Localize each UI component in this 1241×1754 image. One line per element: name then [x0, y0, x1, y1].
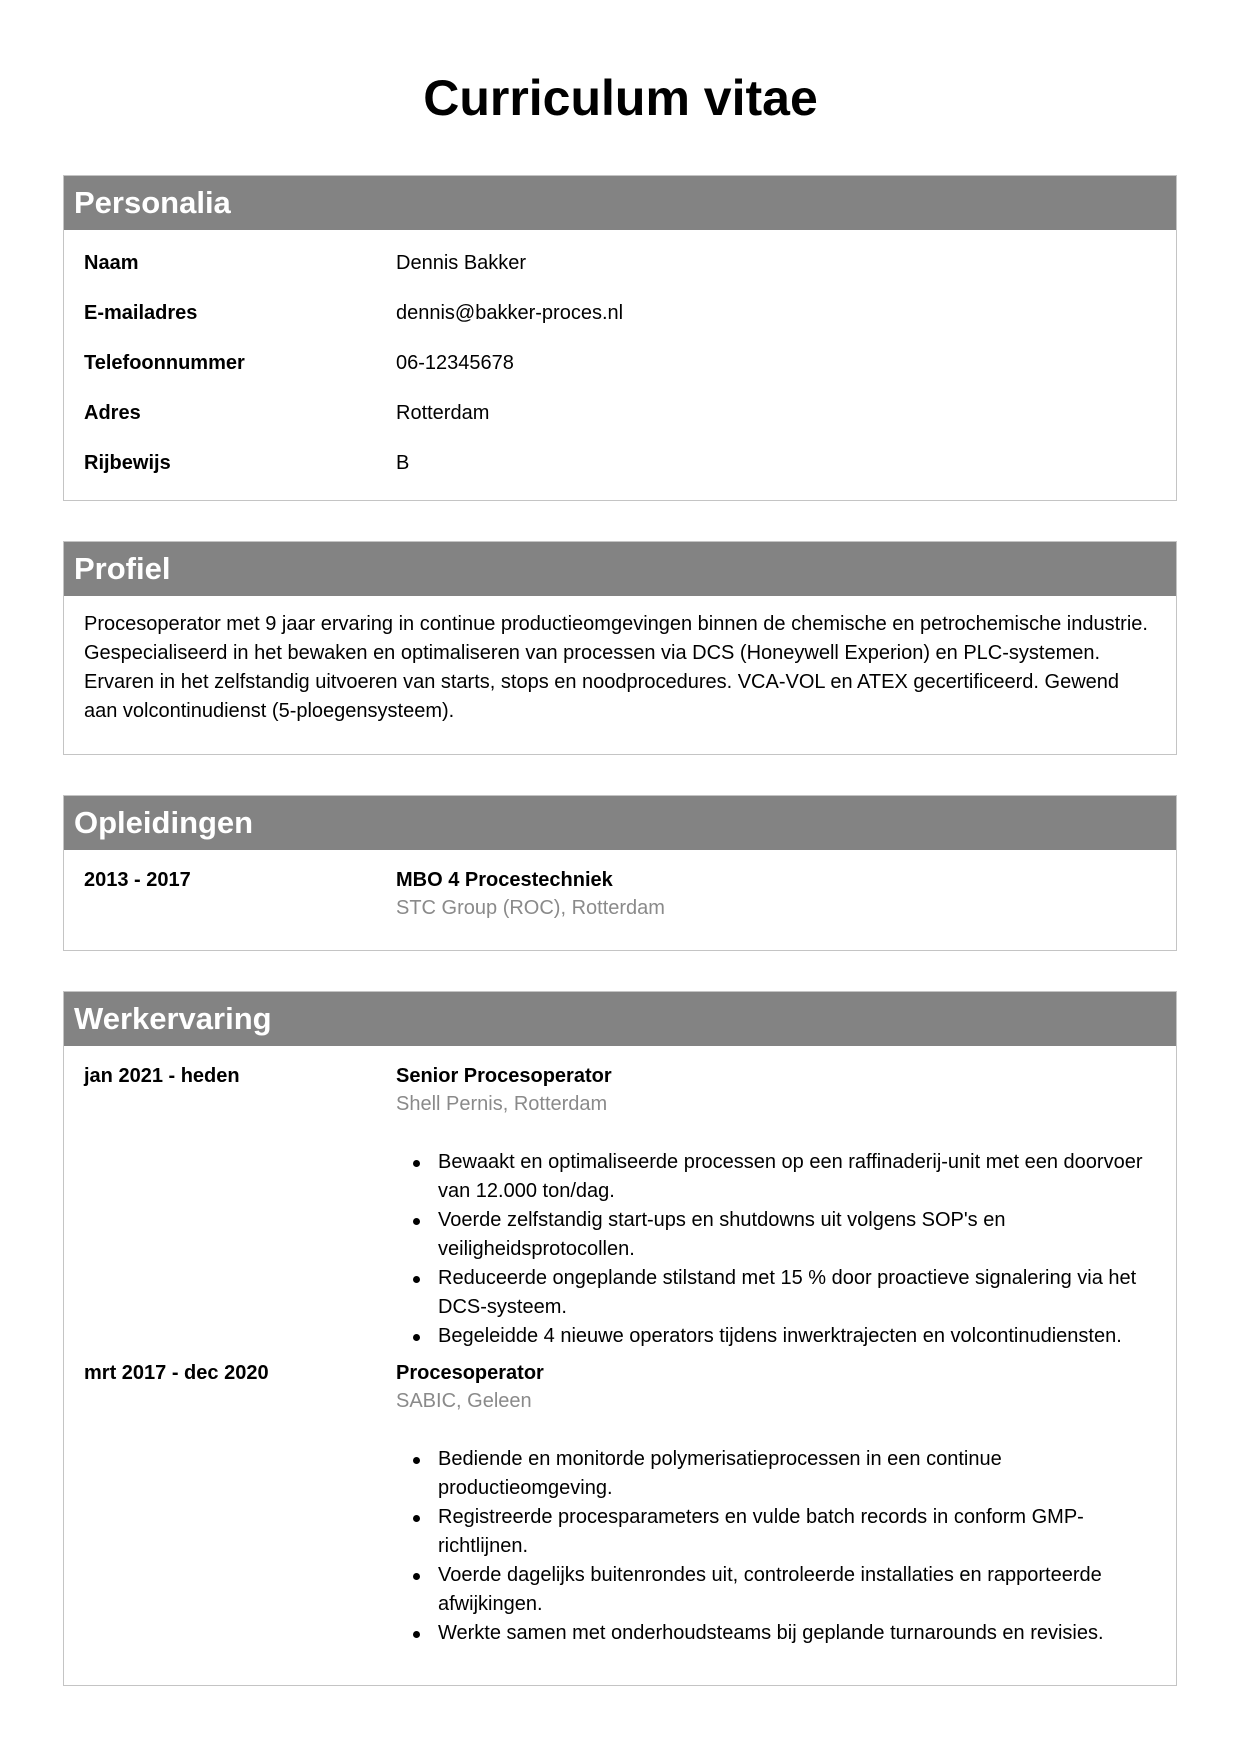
job-company: SABIC, Geleen — [396, 1390, 532, 1412]
opleiding-details — [396, 866, 1156, 922]
telefoon-label: Telefoonnummer — [84, 352, 245, 374]
job-bullet: Werkte samen met onderhoudsteams bij geplande turnarounds en revisies. — [396, 1619, 1156, 1648]
profiel-heading: Profiel — [64, 542, 1176, 596]
job-bullet: Voerde dagelijks buitenrondes uit, controleerde installaties en rapporteerde afwijkingen. — [396, 1561, 1156, 1619]
werkervaring-section — [63, 991, 1177, 1686]
email-label: E-mailadres — [84, 302, 198, 324]
personalia-section — [63, 175, 1177, 501]
werkervaring-heading: Werkervaring — [64, 992, 1176, 1046]
naam-value: Dennis Bakker — [396, 252, 527, 274]
job-bullet: Begeleidde 4 nieuwe operators tijdens inwerktrajecten en volcontinudiensten. — [396, 1322, 1156, 1351]
opleidingen-body — [64, 850, 1176, 922]
personalia-body — [64, 230, 1176, 492]
personalia-row-telefoon — [84, 342, 1156, 392]
job-entry — [84, 1359, 1156, 1648]
job-period: jan 2021 - heden — [84, 1065, 240, 1087]
job-bullet: Bewaakt en optimaliseerde processen op een raffinaderij-unit met een doorvoer van 12.000 ton/dag. — [396, 1148, 1156, 1206]
rijbewijs-value: B — [396, 452, 410, 474]
opleidingen-section — [63, 795, 1177, 951]
page-title: Curriculum vitae — [423, 70, 818, 126]
job-title: Senior Procesoperator — [396, 1065, 612, 1087]
opleiding-period: 2013 - 2017 — [84, 869, 191, 891]
personalia-row-email — [84, 292, 1156, 342]
opleiding-institution: STC Group (ROC), Rotterdam — [396, 897, 665, 919]
job-bullet: Registreerde procesparameters en vulde batch records in conform GMP-richtlijnen. — [396, 1503, 1156, 1561]
opleidingen-heading: Opleidingen — [64, 796, 1176, 850]
adres-value: Rotterdam — [396, 402, 490, 424]
job-company: Shell Pernis, Rotterdam — [396, 1093, 608, 1115]
profiel-text: Procesoperator met 9 jaar ervaring in continue productieomgevingen binnen de chemische en petrochemische industrie. Gespecialiseerd in het bewaken en optimaliseren van processen via DCS (Honeywell Experion) en PLC-systemen. Ervaren in het zelfstandig uitvoeren van starts, stops en noodprocedures. VCA-VOL en ATEX gecertificeerd. Gewend aan volcontinudienst (5-ploegensysteem). — [84, 613, 1148, 722]
werkervaring-body — [64, 1046, 1176, 1648]
job-bullet-list — [396, 1445, 1156, 1648]
opleiding-title: MBO 4 Procestechniek — [396, 869, 613, 891]
adres-label: Adres — [84, 402, 141, 424]
job-details — [396, 1062, 1156, 1351]
job-bullet-list — [396, 1148, 1156, 1351]
personalia-row-rijbewijs — [84, 442, 1156, 492]
personalia-row-naam — [84, 242, 1156, 292]
job-title: Procesoperator — [396, 1362, 544, 1384]
job-bullet: Bediende en monitorde polymerisatieprocessen in een continue productieomgeving. — [396, 1445, 1156, 1503]
personalia-row-adres — [84, 392, 1156, 442]
email-value: dennis@bakker-proces.nl — [396, 302, 624, 324]
profiel-body — [64, 596, 1176, 726]
job-bullet: Voerde zelfstandig start-ups en shutdowns uit volgens SOP's en veiligheidsprotocollen. — [396, 1206, 1156, 1264]
rijbewijs-label: Rijbewijs — [84, 452, 171, 474]
profiel-section — [63, 541, 1177, 755]
personalia-heading: Personalia — [64, 176, 1176, 230]
job-entry — [84, 1062, 1156, 1351]
job-period: mrt 2017 - dec 2020 — [84, 1362, 269, 1384]
job-bullet: Reduceerde ongeplande stilstand met 15 % door proactieve signalering via het DCS-systeem. — [396, 1264, 1156, 1322]
opleiding-entry — [84, 866, 1156, 922]
naam-label: Naam — [84, 252, 139, 274]
job-details — [396, 1359, 1156, 1648]
telefoon-value: 06-12345678 — [396, 352, 514, 374]
